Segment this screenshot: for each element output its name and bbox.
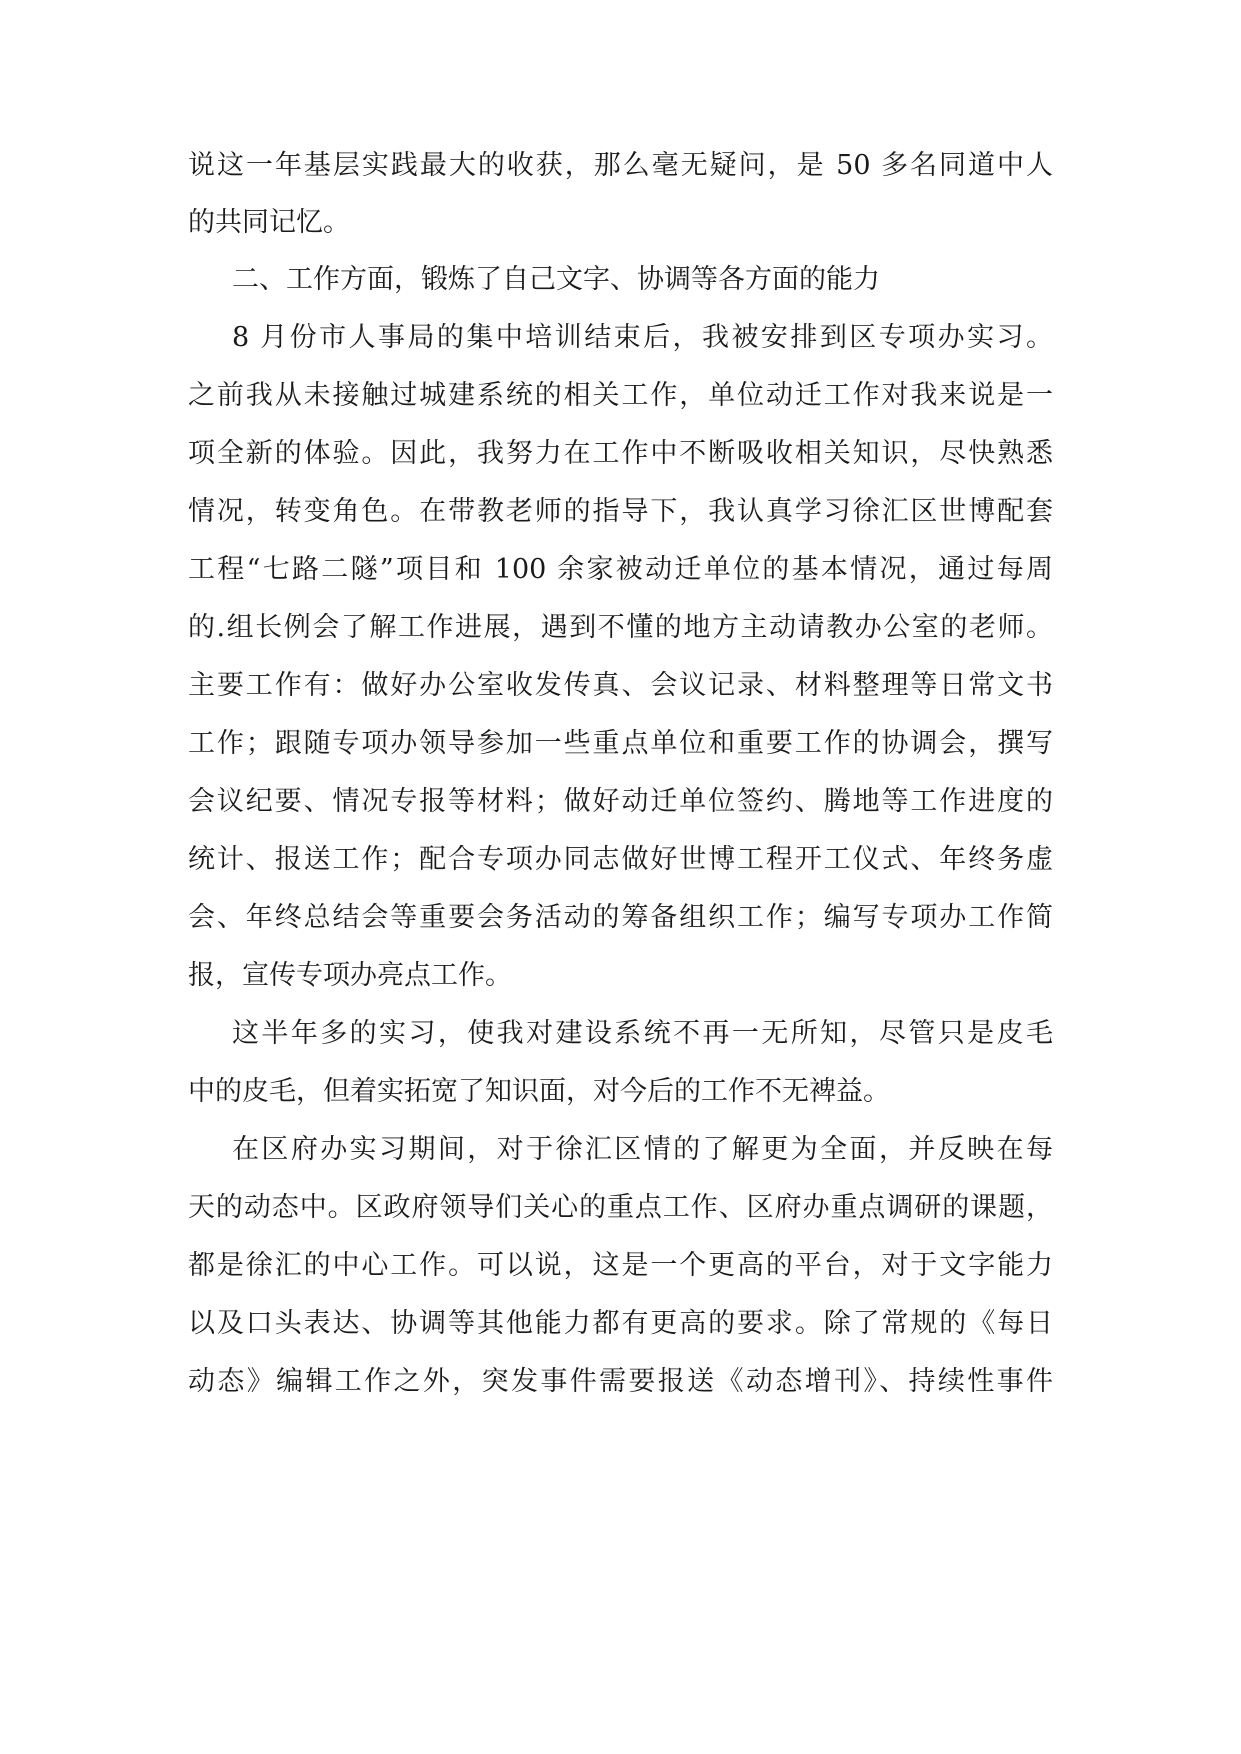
text-line: 项全新的体验。因此，我努力在工作中不断吸收相关知识，尽快熟悉 [188,438,1053,469]
section-heading: 二、工作方面，锻炼了自己文字、协调等各方面的能力 [232,264,880,295]
text-line: 之前我从未接触过城建系统的相关工作，单位动迁工作对我来说是一 [188,380,1053,411]
text-line: 天的动态中。区政府领导们关心的重点工作、区府办重点调研的课题， [188,1192,1053,1223]
text-line: 统计、报送工作；配合专项办同志做好世博工程开工仪式、年终务虚 [188,844,1053,875]
text-line: 会、年终总结会等重要会务活动的筹备组织工作；编写专项办工作简 [188,902,1053,933]
text-line: 的共同记忆。 [188,207,350,238]
text-line: 会议纪要、情况专报等材料；做好动迁单位签约、腾地等工作进度的 [188,786,1053,817]
text-line: 主要工作有：做好办公室收发传真、会议记录、材料整理等日常文书 [188,670,1053,701]
text-line: 在区府办实习期间，对于徐汇区情的了解更为全面，并反映在每 [232,1134,1053,1165]
text-line: 说这一年基层实践最大的收获，那么毫无疑问，是 50 多名同道中人 [188,150,1053,181]
text-line: 的.组长例会了解工作进展，遇到不懂的地方主动请教办公室的老师。 [188,612,1053,643]
text-line: 这半年多的实习，使我对建设系统不再一无所知，尽管只是皮毛 [232,1018,1053,1049]
text-line: 8 月份市人事局的集中培训结束后，我被安排到区专项办实习。 [232,322,1053,353]
text-line: 以及口头表达、协调等其他能力都有更高的要求。除了常规的《每日 [188,1308,1053,1339]
text-line: 动态》编辑工作之外，突发事件需要报送《动态增刊》、持续性事件 [188,1366,1053,1397]
text-line: 情况，转变角色。在带教老师的指导下，我认真学习徐汇区世博配套 [188,496,1053,527]
text-line: 中的皮毛，但着实拓宽了知识面，对今后的工作不无裨益。 [188,1076,890,1107]
text-line: 工作；跟随专项办领导参加一些重点单位和重要工作的协调会，撰写 [188,728,1053,759]
text-line: 工程“七路二隧”项目和 100 余家被动迁单位的基本情况，通过每周 [188,554,1053,585]
text-line: 报，宣传专项办亮点工作。 [188,960,512,991]
text-line: 都是徐汇的中心工作。可以说，这是一个更高的平台，对于文字能力 [188,1250,1053,1281]
